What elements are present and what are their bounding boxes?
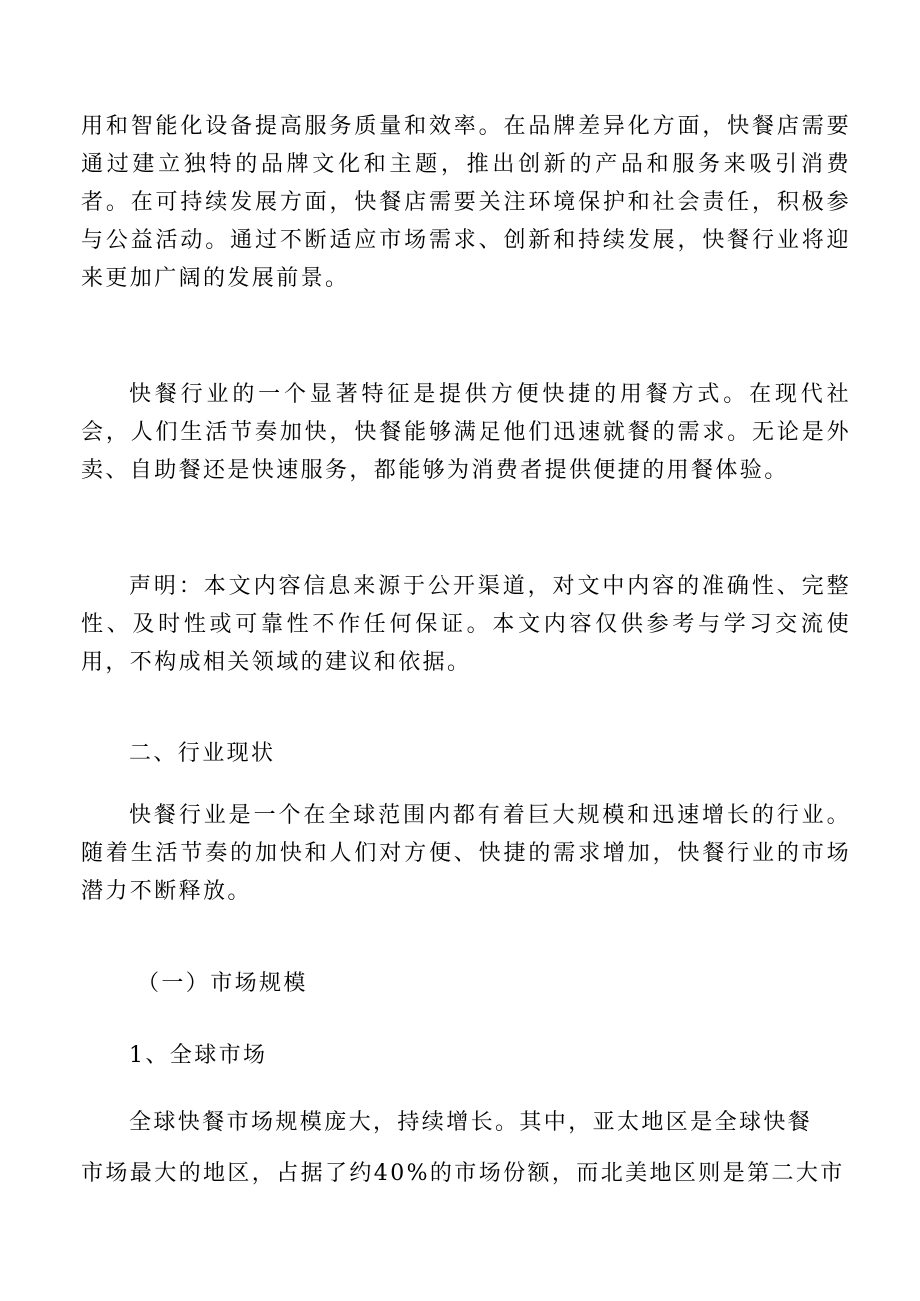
paragraph-smart-services: 用和智能化设备提高服务质量和效率。在品牌差异化方面，快餐店需要通过建立独特的品牌文化和主题，推出创新的产品和服务来吸引消费者。在可持续发展方面，快餐店需要关注环境保护和社会责任，积极参与公益活动。通过不断适应市场需求、创新和持续发展，快餐行业将迎来更加广阔的发展前景。 — [81, 114, 851, 291]
paragraph-convenience-feature: 快餐行业的一个显著特征是提供方便快捷的用餐方式。在现代社会，人们生活节奏加快，快餐能够满足他们迅速就餐的需求。无论是外卖、自助餐还是快速服务，都能够为消费者提供便捷的用餐体验。 — [81, 382, 851, 483]
section-heading-industry-status: 二、行业现状 — [129, 741, 276, 766]
paragraph-global-market-line-1: 全球快餐市场规模庞大，持续增长。其中，亚太地区是全球快餐 — [129, 1110, 813, 1135]
paragraph-disclaimer: 声明：本文内容信息来源于公开渠道，对文中内容的准确性、完整性、及时性或可靠性不作任何保证。本文内容仅供参考与学习交流使用，不构成相关领域的建议和依据。 — [81, 574, 851, 675]
subsection-heading-market-size: （一）市场规模 — [137, 971, 308, 996]
paragraph-industry-overview: 快餐行业是一个在全球范围内都有着巨大规模和迅速增长的行业。随着生活节奏的加快和人们对方便、快捷的需求增加，快餐行业的市场潜力不断释放。 — [81, 803, 851, 904]
paragraph-global-market-line-2: 市场最大的地区，占据了约40%的市场份额，而北美地区则是第二大市 — [81, 1161, 845, 1186]
item-heading-global-market: 1、全球市场 — [129, 1043, 268, 1068]
